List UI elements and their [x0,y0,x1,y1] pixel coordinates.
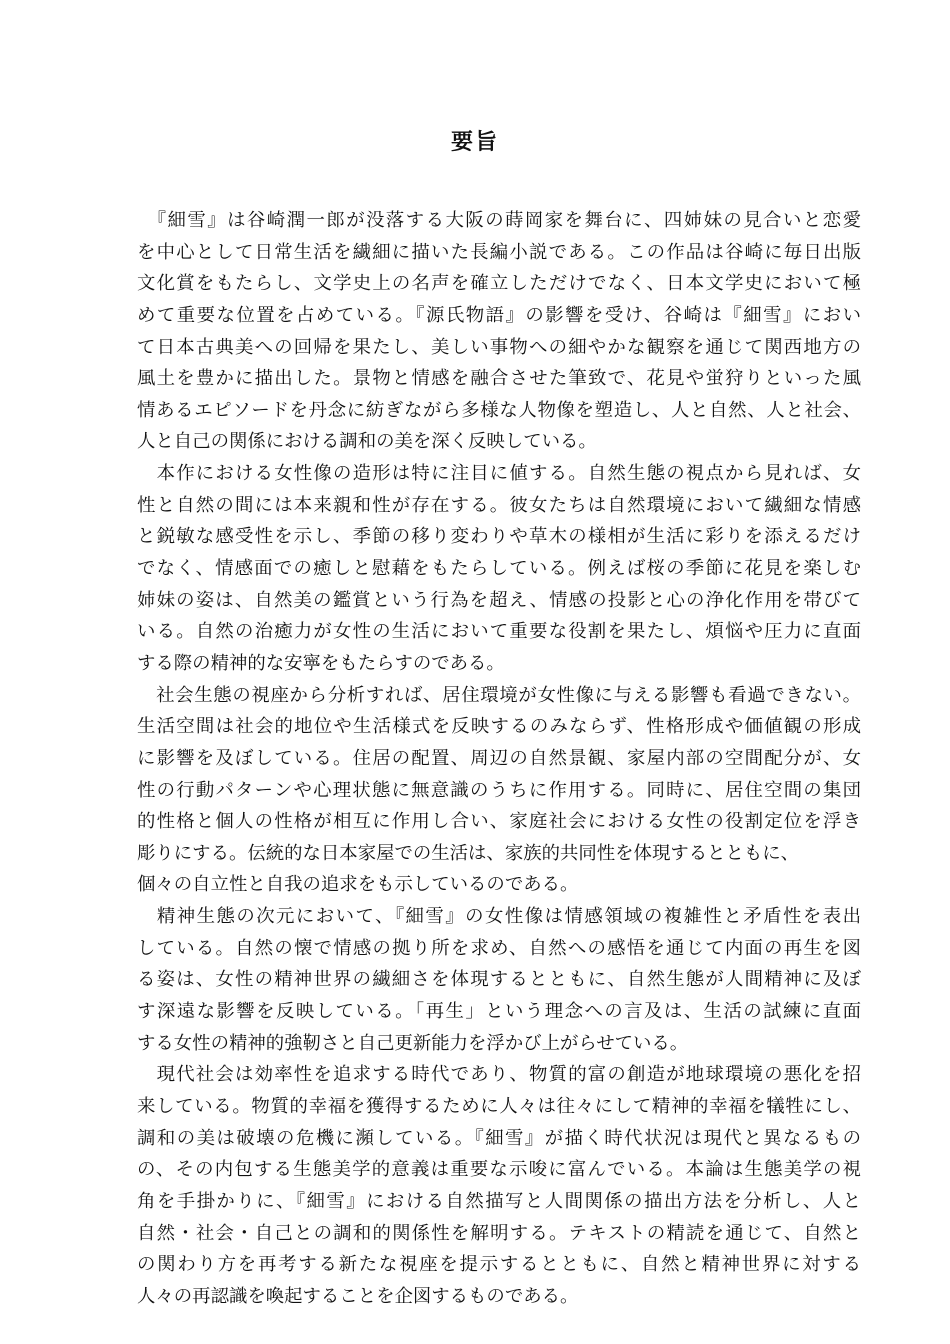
text-line: 『細雪』は谷崎潤一郎が没落する大阪の蒔岡家を舞台に、四姉妹の見合いと恋愛 [137,210,861,231]
text-line: 姉妹の姿は、自然美の鑑賞という行為を超え、情感の投影と心の浄化作用を帯びて [137,589,861,611]
text-line: 性の行動パターンや心理状態に無意識のうちに作用する。同時に、居住空間の集団 [137,779,861,801]
text-line: 個々の自立性と自我の追求をも示しているのである。 [137,874,579,896]
text-line: 文化賞をもたらし、文学史上の名声を確立しただけでなく、日本文学史において極 [137,273,861,295]
text-line: す深遠な影響を反映している。「再生」という理念への言及は、生活の試練に直面 [137,1001,861,1023]
text-line: に影響を及ぼしている。住居の配置、周辺の自然景観、家屋内部の空間配分が、女 [137,747,861,769]
text-line: 生活空間は社会的地位や生活様式を反映するのみならず、性格形成や価値観の形成 [137,716,861,738]
text-line: する女性の精神的強靭さと自己更新能力を浮かび上がらせている。 [137,1032,689,1054]
text-line: の、その内包する生態美学的意義は重要な示唆に富んでいる。本論は生態美学の視 [137,1159,861,1181]
text-line: 角を手掛かりに、『細雪』における自然描写と人間関係の描出方法を分析し、人と [137,1190,861,1212]
text-line: 自然・社会・自己との調和的関係性を解明する。テキストの精読を通じて、自然と [137,1222,861,1244]
text-line: 本作における女性像の造形は特に注目に値する。自然生態の視点から見れば、女 [137,463,861,485]
text-line: 彫りにする。伝統的な日本家屋での生活は、家族的共同性を体現するとともに、 [137,842,800,864]
text-line: 性と自然の間には本来親和性が存在する。彼女たちは自然環境において繊細な情感 [137,494,861,516]
text-line: る姿は、女性の精神世界の繊細さを体現するとともに、自然生態が人間精神に及ぼ [137,969,861,991]
text-line: て日本古典美への回帰を果たし、美しい事物への細やかな観察を通じて関西地方の [137,336,861,358]
text-line: の関わり方を再考する新たな視座を提示するとともに、自然と精神世界に対する [137,1254,861,1276]
text-line: 風土を豊かに描出した。景物と情感を融合させた筆致で、花見や蛍狩りといった風 [137,368,861,390]
text-line: する際の精神的な安寧をもたらすのである。 [137,652,505,674]
text-line: いる。自然の治癒力が女性の生活において重要な役割を果たし、煩悩や圧力に直面 [137,621,861,643]
text-line: 社会生態の視座から分析すれば、居住環境が女性像に与える影響も看過できない。 [137,684,861,706]
text-line: めて重要な位置を占めている。『源氏物語』の影響を受け、谷崎は『細雪』におい [137,304,861,326]
text-line: 現代社会は効率性を追求する時代であり、物質的富の創造が地球環境の悪化を招 [137,1064,861,1086]
text-line: と鋭敏な感受性を示し、季節の移り変わりや草木の様相が生活に彩りを添えるだけ [137,526,861,548]
page-title: 要旨 [450,129,499,155]
text-line: 調和の美は破壊の危機に瀕している。『細雪』が描く時代状況は現代と異なるもの [137,1127,861,1149]
text-line: 精神生態の次元において、『細雪』の女性像は情感領域の複雑性と矛盾性を表出 [137,906,861,928]
text-line: している。自然の懐で情感の拠り所を求め、自然への感悟を通じて内面の再生を図 [137,937,861,959]
text-line: でなく、情感面での癒しと慰藉をもたらしている。例えば桜の季節に花見を楽しむ [137,558,861,580]
text-line: を中心として日常生活を繊細に描いた長編小説である。この作品は谷崎に毎日出版 [137,241,861,263]
text-line: 的性格と個人の性格が相互に作用し合い、家庭社会における女性の役割定位を浮き [137,811,861,833]
abstract-body [137,205,861,1312]
text-line: 人と自己の関係における調和の美を深く反映している。 [137,431,597,453]
text-line: 来している。物質的幸福を獲得するために人々は往々にして精神的幸福を犠牲にし、 [137,1095,861,1117]
text-line: 人々の再認識を喚起することを企図するものである。 [137,1285,579,1307]
text-line: 情あるエピソードを丹念に紡ぎながら多様な人物像を塑造し、人と自然、人と社会、 [137,399,861,421]
